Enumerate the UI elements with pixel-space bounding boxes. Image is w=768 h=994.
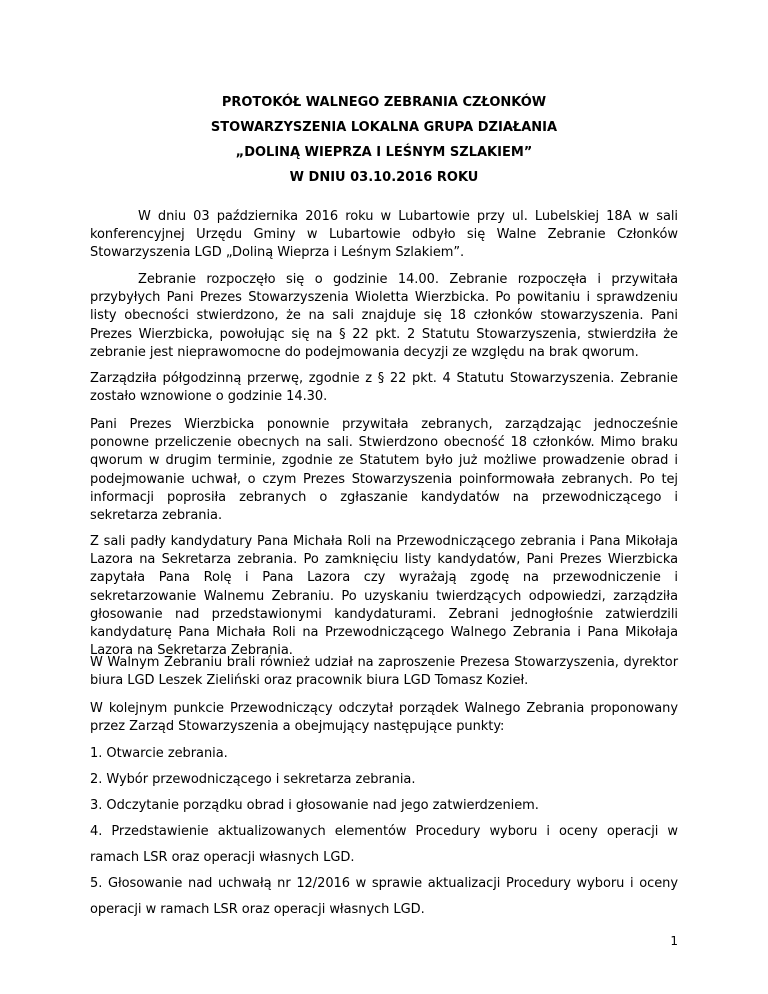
agenda-item-2: 2. Wybór przewodniczącego i sekretarza zebrania.	[90, 772, 416, 787]
agenda-item-5: 5. Głosowanie nad uchwałą nr 12/2016 w sprawie aktualizacji Procedury wyboru i oceny operacji w ramach LSR oraz operacji własnych LGD.	[90, 876, 678, 917]
paragraph-resumption: Pani Prezes Wierzbicka ponownie przywitała zebranych, zarządzając jednocześnie ponowne przeliczenie obecnych na sali. Stwierdzono obecność 18 członków. Mimo braku qworum w drugim terminie, zgodnie ze Statutem było już możliwe prowadzenie obrad i podejmowanie uchwał, o czym Prezes Stowarzyszenia poinformowała zebranych. Po tej informacji poprosiła zebranych o zgłaszanie kandydatów na przewodniczącego i sekretarza zebrania.	[90, 417, 678, 524]
title-line-2: STOWARZYSZENIA LOKALNA GRUPA DZIAŁANIA	[210, 120, 558, 135]
title-line-3: „DOLINĄ WIEPRZA I LEŚNYM SZLAKIEM”	[235, 145, 533, 160]
paragraph-candidates: Z sali padły kandydatury Pana Michała Roli na Przewodniczącego zebrania i Pana Mikołaja Lazora na Sekretarza zebrania. Po zamknięciu listy kandydatów, Pani Prezes Wierzbicka zapytała Pana Rolę i Pana Lazora czy wyrażają zgodę na przewodniczenie i sekretarzowanie Walnemu Zebraniu. Po uzyskaniu twierdzących odpowiedzi, zarządziła głosowanie nad przedstawionymi kandydaturami. Zebrani jednogłośnie zatwierdzili kandydaturę Pana Michała Roli na Przewodniczącego Walnego Zebrania i Pana Mikołaja Lazora na Sekretarza Zebrania.	[90, 534, 678, 659]
agenda-item-4: 4. Przedstawienie aktualizowanych elementów Procedury wyboru i oceny operacji w ramach LSR oraz operacji własnych LGD.	[90, 824, 678, 865]
agenda-item-1: 1. Otwarcie zebrania.	[90, 746, 228, 761]
paragraph-opening: W dniu 03 października 2016 roku w Lubartowie przy ul. Lubelskiej 18A w sali konferencyjnej Urzędu Gminy w Lubartowie odbyło się Walne Zebranie Członków Stowarzyszenia LGD „Doliną Wieprza i Leśnym Szlakiem”.	[90, 209, 678, 261]
title-line-1: PROTOKÓŁ WALNEGO ZEBRANIA CZŁONKÓW	[221, 95, 547, 110]
paragraph-break: Zarządziła półgodzinną przerwę, zgodnie z § 22 pkt. 4 Statutu Stowarzyszenia. Zebranie zostało wznowione o godzinie 14.30.	[90, 371, 678, 405]
paragraph-agenda-intro: W kolejnym punkcie Przewodniczący odczytał porządek Walnego Zebrania proponowany przez Zarząd Stowarzyszenia a obejmujący następujące punkty:	[90, 701, 678, 735]
page-number: 1	[670, 934, 678, 948]
title-line-4: W DNIU 03.10.2016 ROKU	[289, 170, 479, 185]
agenda-item-3: 3. Odczytanie porządku obrad i głosowanie nad jego zatwierdzeniem.	[90, 798, 539, 813]
paragraph-session-start: Zebranie rozpoczęło się o godzinie 14.00. Zebranie rozpoczęła i przywitała przybyłych Pani Prezes Stowarzyszenia Wioletta Wierzbicka. Po powitaniu i sprawdzeniu listy obecności stwierdzono, że na sali znajduje się 18 członków stowarzyszenia. Pani Prezes Wierzbicka, powołując się na § 22 pkt. 2 Statutu Stowarzyszenia, stwierdziła że zebranie jest nieprawomocne do podejmowania decyzji ze względu na brak qworum.	[90, 272, 678, 360]
paragraph-guests: W Walnym Zebraniu brali również udział na zaproszenie Prezesa Stowarzyszenia, dyrektor biura LGD Leszek Zieliński oraz pracownik biura LGD Tomasz Kozieł.	[90, 655, 678, 689]
